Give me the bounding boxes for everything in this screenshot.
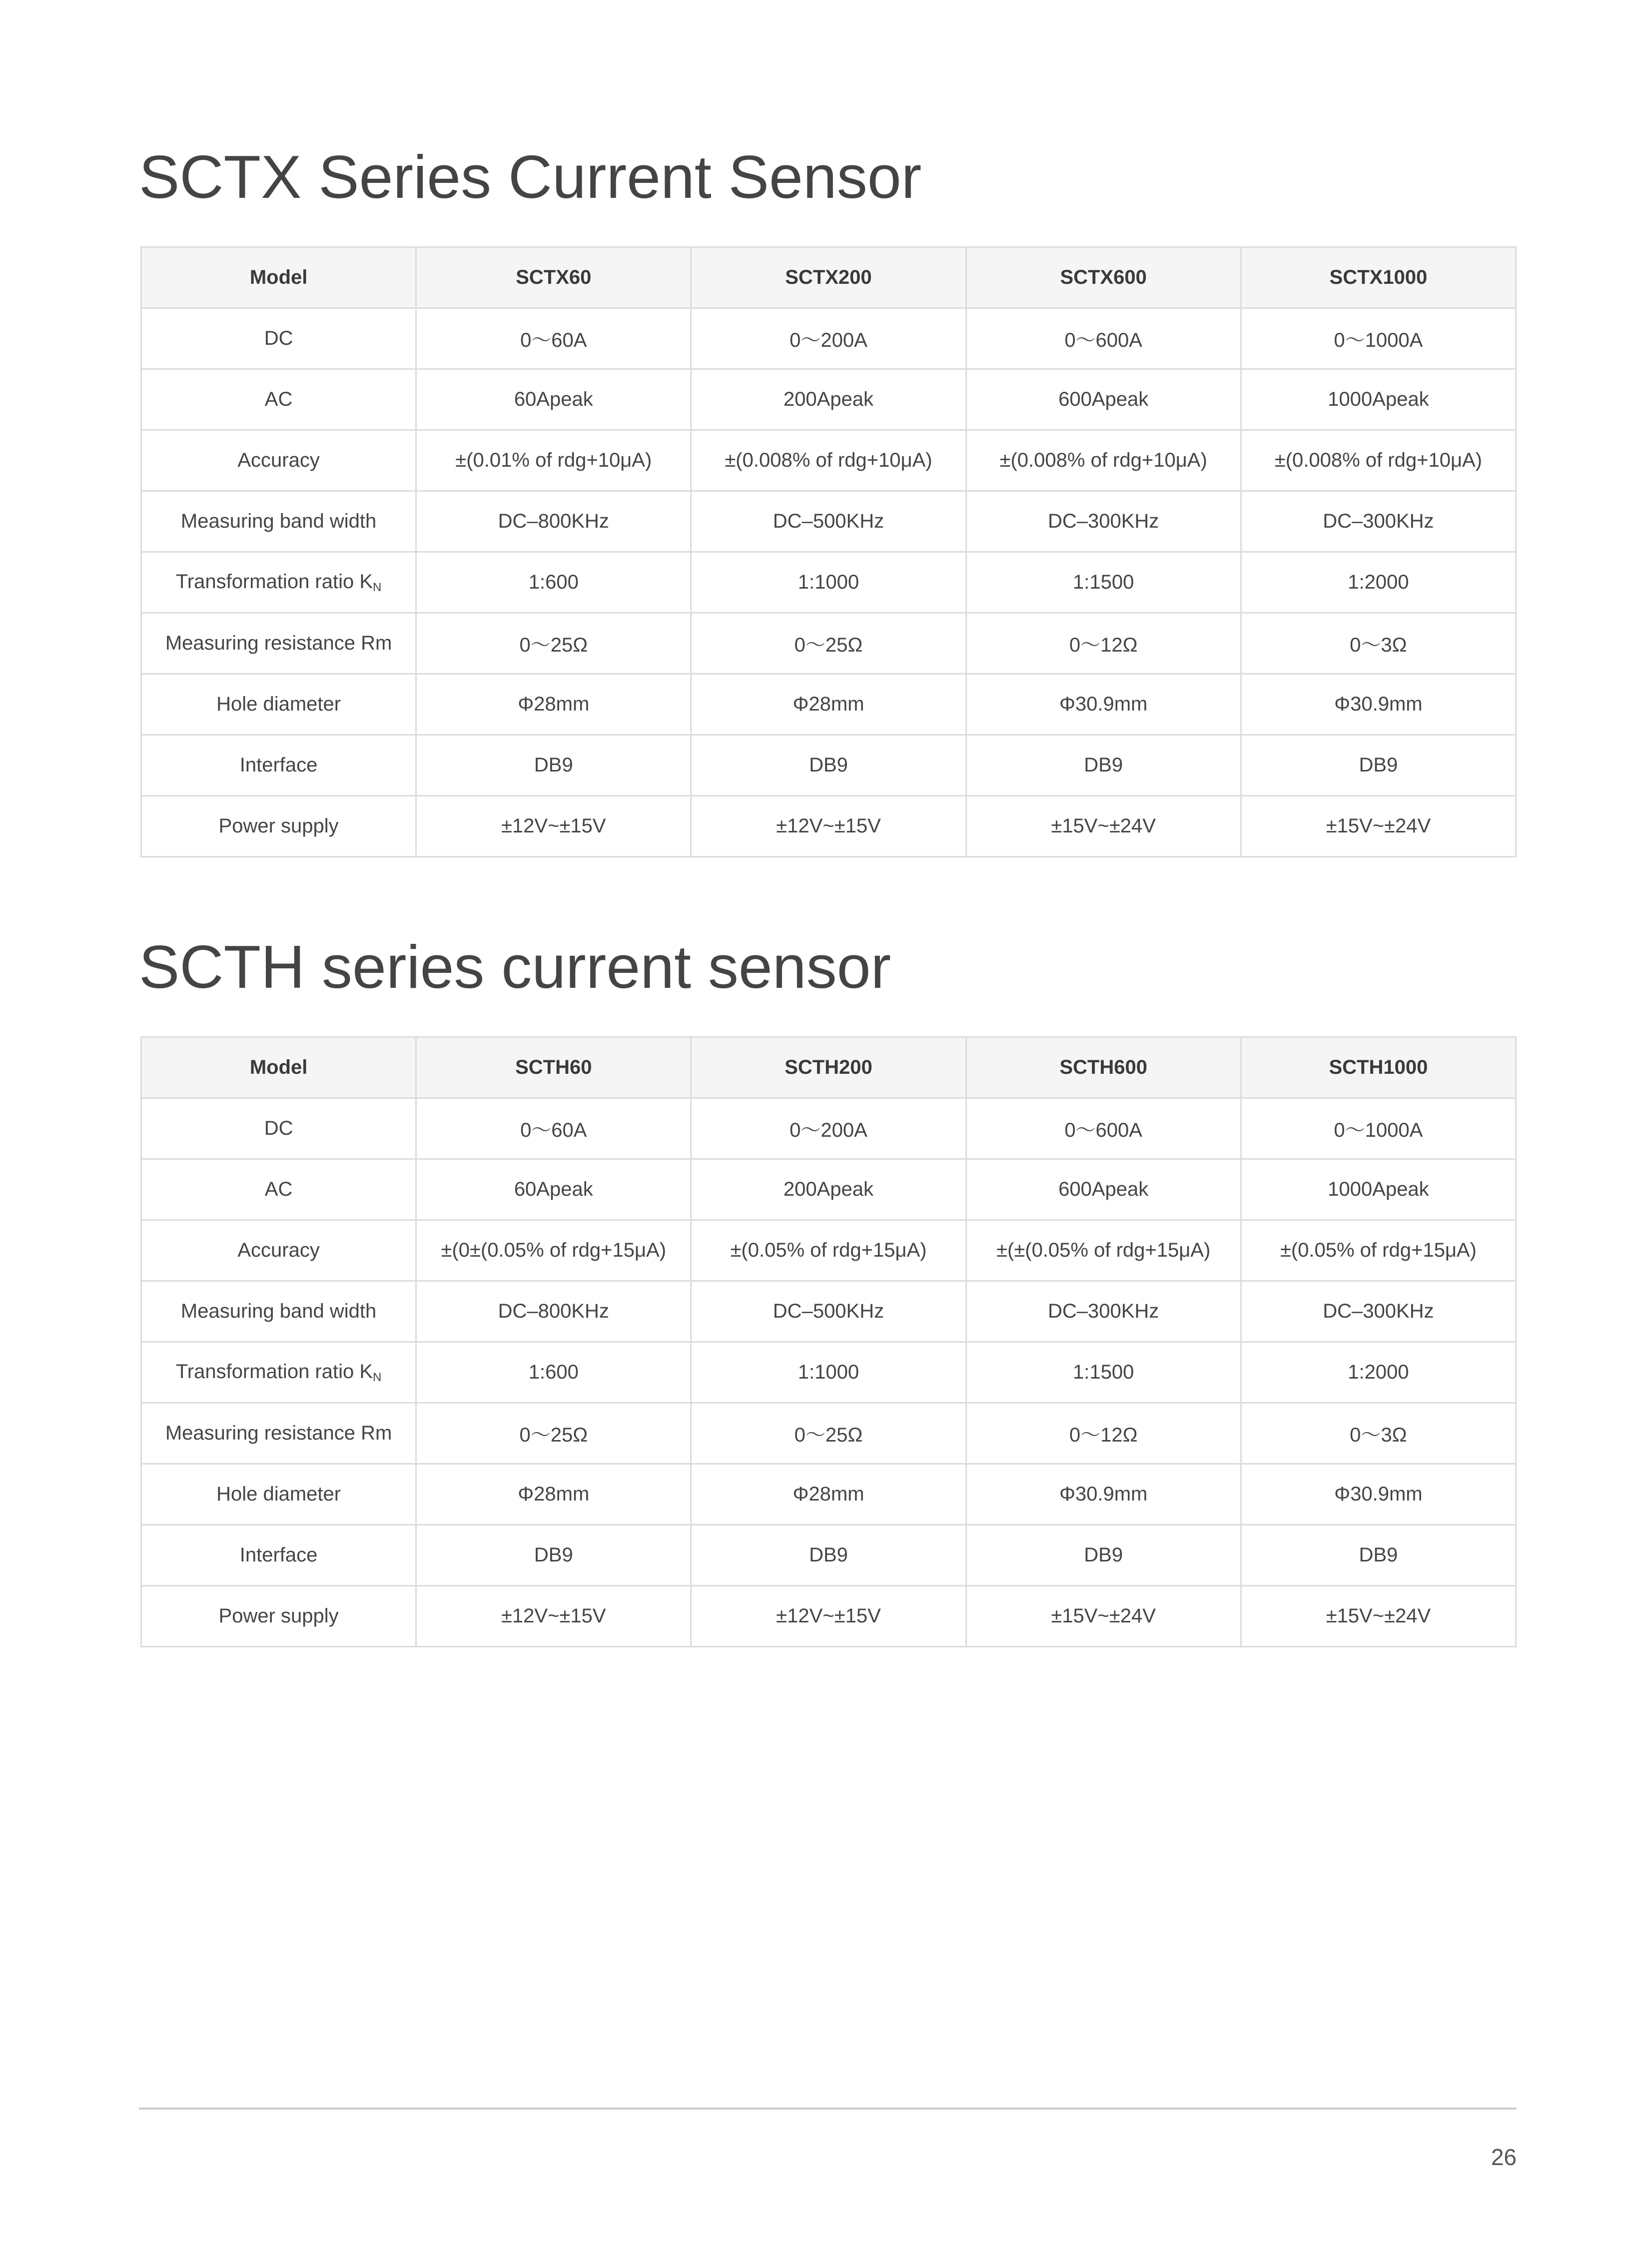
- row-label-text: Measuring band width: [180, 510, 377, 532]
- header-cell: SCTH60: [416, 1037, 691, 1098]
- table-cell: DC–300KHz: [966, 1281, 1241, 1342]
- row-label-text: Measuring resistance Rm: [165, 1422, 392, 1444]
- table-cell: 1000Apeak: [1241, 1159, 1516, 1220]
- row-label: [141, 1281, 416, 1342]
- header-cell: Model: [141, 1037, 416, 1098]
- row-label: [141, 1342, 416, 1403]
- page-number: 26: [1491, 2144, 1517, 2170]
- table-cell: DB9: [691, 735, 966, 796]
- table-cell: 0～3Ω: [1241, 613, 1516, 674]
- table-cell: 600Apeak: [966, 1159, 1241, 1220]
- table-cell: 1:1000: [691, 552, 966, 613]
- table-cell: 0～3Ω: [1241, 1403, 1516, 1464]
- table-cell: 200Apeak: [691, 1159, 966, 1220]
- table-cell: DC–800KHz: [416, 1281, 691, 1342]
- row-label: [141, 613, 416, 674]
- row-label: [141, 1586, 416, 1647]
- table-row: [141, 491, 1516, 552]
- table-header-row: [141, 247, 1516, 308]
- table-row: [141, 1525, 1516, 1586]
- table-cell: 0～25Ω: [416, 1403, 691, 1464]
- table-cell: ±(0.008% of rdg+10μA): [1241, 430, 1516, 491]
- spec-table-sctx: [140, 246, 1517, 857]
- row-label: [141, 735, 416, 796]
- row-label: [141, 1159, 416, 1220]
- table-row: [141, 735, 1516, 796]
- table-cell: Φ28mm: [416, 674, 691, 735]
- table-cell: ±(0.008% of rdg+10μA): [691, 430, 966, 491]
- row-label-text: Measuring band width: [180, 1300, 377, 1322]
- table-cell: 0～60A: [416, 1098, 691, 1159]
- header-cell: SCTH1000: [1241, 1037, 1516, 1098]
- table-cell: 0～25Ω: [416, 613, 691, 674]
- table-cell: ±12V~±15V: [416, 796, 691, 857]
- table-cell: Φ30.9mm: [966, 674, 1241, 735]
- table-cell: 200Apeak: [691, 369, 966, 430]
- table-cell: 0～600A: [966, 308, 1241, 369]
- row-label: [141, 369, 416, 430]
- table-cell: DB9: [966, 1525, 1241, 1586]
- table-cell: 60Apeak: [416, 369, 691, 430]
- row-label-text: Accuracy: [237, 449, 320, 471]
- table-cell: 60Apeak: [416, 1159, 691, 1220]
- row-label: [141, 1464, 416, 1525]
- table-cell: 0～12Ω: [966, 1403, 1241, 1464]
- row-label: [141, 1525, 416, 1586]
- table-cell: 1:1500: [966, 1342, 1241, 1403]
- row-label-text: Accuracy: [237, 1239, 320, 1261]
- row-label: [141, 1403, 416, 1464]
- table-cell: ±(0±(0.05% of rdg+15μA): [416, 1220, 691, 1281]
- table-cell: Φ28mm: [691, 674, 966, 735]
- row-label-text: Hole diameter: [216, 693, 341, 715]
- spec-table-scth: [140, 1036, 1517, 1647]
- table-cell: DC–300KHz: [1241, 1281, 1516, 1342]
- table-row: [141, 796, 1516, 857]
- table-cell: Φ28mm: [691, 1464, 966, 1525]
- row-label: [141, 308, 416, 369]
- table-body: [141, 308, 1516, 857]
- table-cell: DC–500KHz: [691, 1281, 966, 1342]
- table-cell: 0～200A: [691, 308, 966, 369]
- row-label-text: AC: [264, 1178, 293, 1200]
- table-cell: DC–800KHz: [416, 491, 691, 552]
- row-label-text: DC: [264, 327, 293, 349]
- table-cell: ±(±(0.05% of rdg+15μA): [966, 1220, 1241, 1281]
- table-header-row: [141, 1037, 1516, 1098]
- table-cell: ±(0.05% of rdg+15μA): [1241, 1220, 1516, 1281]
- table-row: [141, 1403, 1516, 1464]
- table-cell: 0～12Ω: [966, 613, 1241, 674]
- table-row: [141, 1159, 1516, 1220]
- section-title-sctx: SCTX Series Current Sensor: [139, 143, 922, 211]
- table-cell: 1:2000: [1241, 552, 1516, 613]
- table-cell: 0～1000A: [1241, 1098, 1516, 1159]
- table-cell: DB9: [416, 735, 691, 796]
- table-body: [141, 1098, 1516, 1647]
- table-cell: 600Apeak: [966, 369, 1241, 430]
- table-cell: 1:600: [416, 552, 691, 613]
- table-cell: DB9: [1241, 735, 1516, 796]
- section-title-scth: SCTH series current sensor: [139, 933, 891, 1001]
- table-cell: DC–500KHz: [691, 491, 966, 552]
- table-cell: Φ30.9mm: [1241, 674, 1516, 735]
- table-cell: 0～600A: [966, 1098, 1241, 1159]
- table-cell: DC–300KHz: [966, 491, 1241, 552]
- header-cell: SCTX1000: [1241, 247, 1516, 308]
- header-cell: SCTH600: [966, 1037, 1241, 1098]
- table-row: [141, 674, 1516, 735]
- row-label-subscript: N: [373, 1370, 382, 1384]
- row-label: [141, 674, 416, 735]
- row-label-text: Measuring resistance Rm: [165, 632, 392, 654]
- table-cell: DB9: [691, 1525, 966, 1586]
- header-cell: SCTH200: [691, 1037, 966, 1098]
- row-label-text: Hole diameter: [216, 1483, 341, 1505]
- table-cell: 0～25Ω: [691, 1403, 966, 1464]
- table-cell: DC–300KHz: [1241, 491, 1516, 552]
- table-cell: Φ30.9mm: [966, 1464, 1241, 1525]
- table-cell: Φ28mm: [416, 1464, 691, 1525]
- table-row: [141, 552, 1516, 613]
- table-cell: 0～60A: [416, 308, 691, 369]
- table-cell: ±15V~±24V: [1241, 1586, 1516, 1647]
- row-label-text: Power supply: [218, 1605, 339, 1627]
- table-cell: 0～25Ω: [691, 613, 966, 674]
- table-row: [141, 430, 1516, 491]
- table-cell: 1000Apeak: [1241, 369, 1516, 430]
- table-cell: 1:2000: [1241, 1342, 1516, 1403]
- row-label-text: Interface: [239, 1544, 318, 1566]
- table-row: [141, 1586, 1516, 1647]
- row-label: [141, 1220, 416, 1281]
- footer-divider: [139, 2108, 1517, 2110]
- table-row: [141, 613, 1516, 674]
- table-row: [141, 1098, 1516, 1159]
- table-cell: ±15V~±24V: [1241, 796, 1516, 857]
- table-cell: ±(0.01% of rdg+10μA): [416, 430, 691, 491]
- table-cell: 1:1500: [966, 552, 1241, 613]
- header-cell: SCTX200: [691, 247, 966, 308]
- table-row: [141, 1281, 1516, 1342]
- table-cell: ±(0.05% of rdg+15μA): [691, 1220, 966, 1281]
- table-row: [141, 1464, 1516, 1525]
- row-label: [141, 430, 416, 491]
- table-row: [141, 1220, 1516, 1281]
- header-cell: Model: [141, 247, 416, 308]
- row-label: [141, 796, 416, 857]
- row-label-text: Power supply: [218, 815, 339, 837]
- table-cell: ±12V~±15V: [416, 1586, 691, 1647]
- table-cell: ±15V~±24V: [966, 1586, 1241, 1647]
- table-cell: ±12V~±15V: [691, 796, 966, 857]
- table-cell: 0～200A: [691, 1098, 966, 1159]
- row-label-text: Transformation ratio K: [175, 1360, 373, 1383]
- table-cell: ±(0.008% of rdg+10μA): [966, 430, 1241, 491]
- row-label: [141, 491, 416, 552]
- table-cell: DB9: [966, 735, 1241, 796]
- header-cell: SCTX60: [416, 247, 691, 308]
- row-label-text: Transformation ratio K: [175, 570, 373, 593]
- table-cell: ±15V~±24V: [966, 796, 1241, 857]
- row-label: [141, 552, 416, 613]
- table-cell: 0～1000A: [1241, 308, 1516, 369]
- row-label-subscript: N: [373, 580, 382, 594]
- table-cell: DB9: [416, 1525, 691, 1586]
- table-cell: 1:600: [416, 1342, 691, 1403]
- table-cell: ±12V~±15V: [691, 1586, 966, 1647]
- table-row: [141, 308, 1516, 369]
- table-cell: DB9: [1241, 1525, 1516, 1586]
- table-row: [141, 1342, 1516, 1403]
- table-row: [141, 369, 1516, 430]
- table-cell: Φ30.9mm: [1241, 1464, 1516, 1525]
- row-label-text: DC: [264, 1117, 293, 1139]
- header-cell: SCTX600: [966, 247, 1241, 308]
- row-label: [141, 1098, 416, 1159]
- row-label-text: AC: [264, 388, 293, 410]
- table-cell: 1:1000: [691, 1342, 966, 1403]
- row-label-text: Interface: [239, 754, 318, 776]
